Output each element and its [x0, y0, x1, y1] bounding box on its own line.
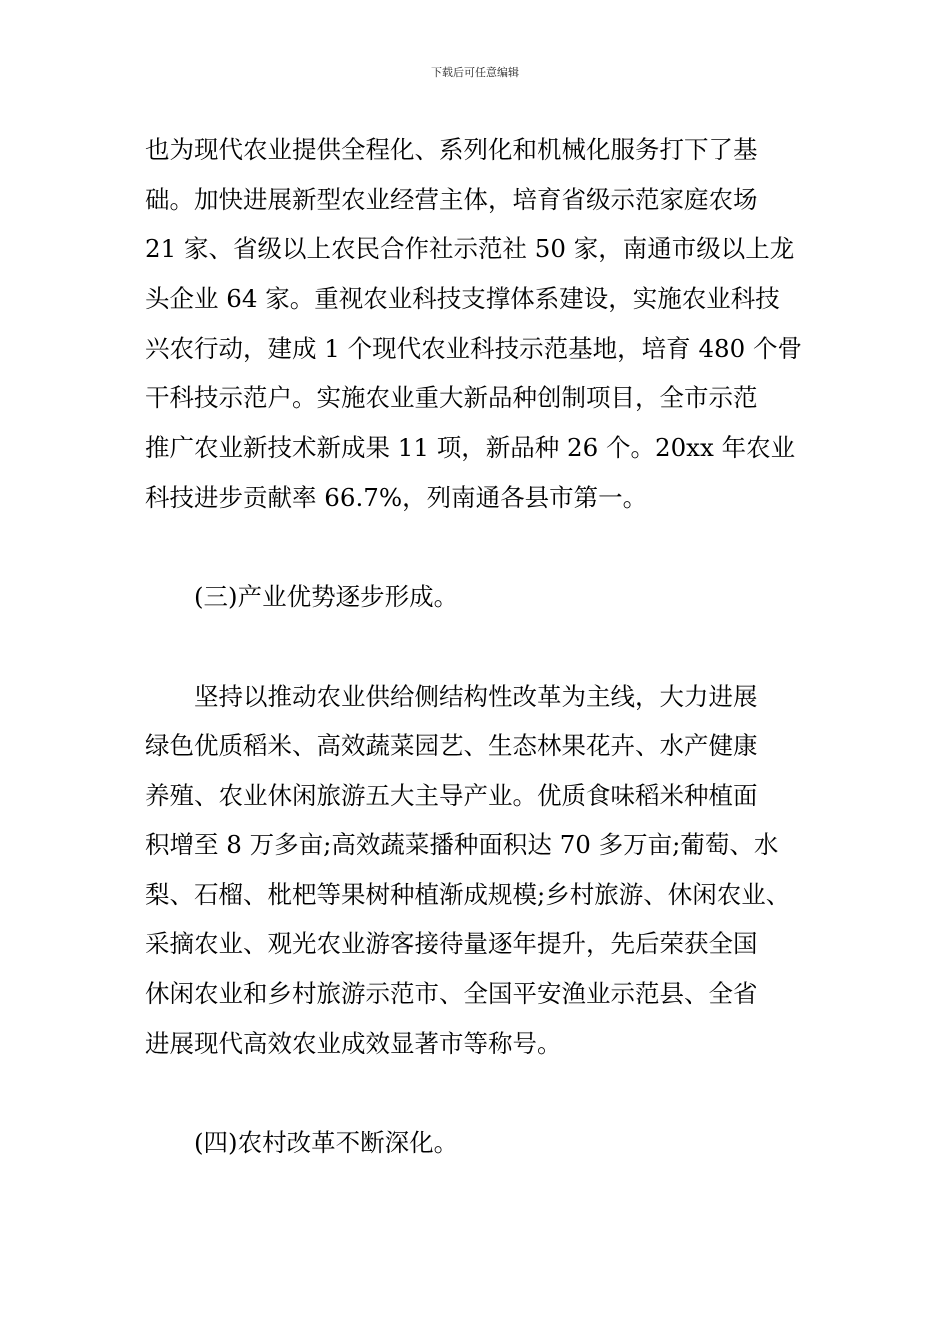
section-heading: (四)农村改革不断深化。 — [194, 1128, 459, 1157]
paragraph-line: 梨、石榴、枇杷等果树种植渐成规模;乡村旅游、休闲农业、 — [145, 880, 791, 909]
paragraph-line: 采摘农业、观光农业游客接待量逐年提升，先后荣获全国 — [145, 929, 758, 958]
paragraph-line: 进展现代高效农业成效显著市等称号。 — [145, 1029, 562, 1058]
page-header: 下载后可任意编辑 — [431, 66, 519, 79]
paragraph-line: 积增至 8 万多亩;高效蔬菜播种面积达 70 多万亩;葡萄、水 — [145, 830, 779, 859]
paragraph-line: 也为现代农业提供全程化、系列化和机械化服务打下了基 — [145, 135, 758, 164]
paragraph-line: 础。加快进展新型农业经营主体，培育省级示范家庭农场 — [145, 185, 758, 214]
section-heading: (三)产业优势逐步形成。 — [194, 582, 459, 611]
paragraph-line: 绿色优质稻米、高效蔬菜园艺、生态林果花卉、水产健康 — [145, 731, 758, 760]
paragraph-line: 兴农行动，建成 1 个现代农业科技示范基地，培育 480 个骨 — [145, 334, 802, 363]
paragraph-line: 干科技示范户。实施农业重大新品种创制项目，全市示范 — [145, 383, 758, 412]
paragraph-line: 休闲农业和乡村旅游示范市、全国平安渔业示范县、全省 — [145, 979, 758, 1008]
paragraph-line: 养殖、农业休闲旅游五大主导产业。优质食味稻米种植面 — [145, 781, 758, 810]
paragraph-line: 头企业 64 家。重视农业科技支撑体系建设，实施农业科技 — [145, 284, 780, 313]
paragraph-line: 科技进步贡献率 66.7%，列南通各县市第一。 — [145, 483, 648, 512]
paragraph-line: 坚持以推动农业供给侧结构性改革为主线，大力进展 — [194, 682, 758, 711]
paragraph-line: 推广农业新技术新成果 11 项，新品种 26 个。20xx 年农业 — [145, 433, 796, 462]
paragraph-line: 21 家、省级以上农民合作社示范社 50 家，南通市级以上龙 — [145, 234, 795, 263]
